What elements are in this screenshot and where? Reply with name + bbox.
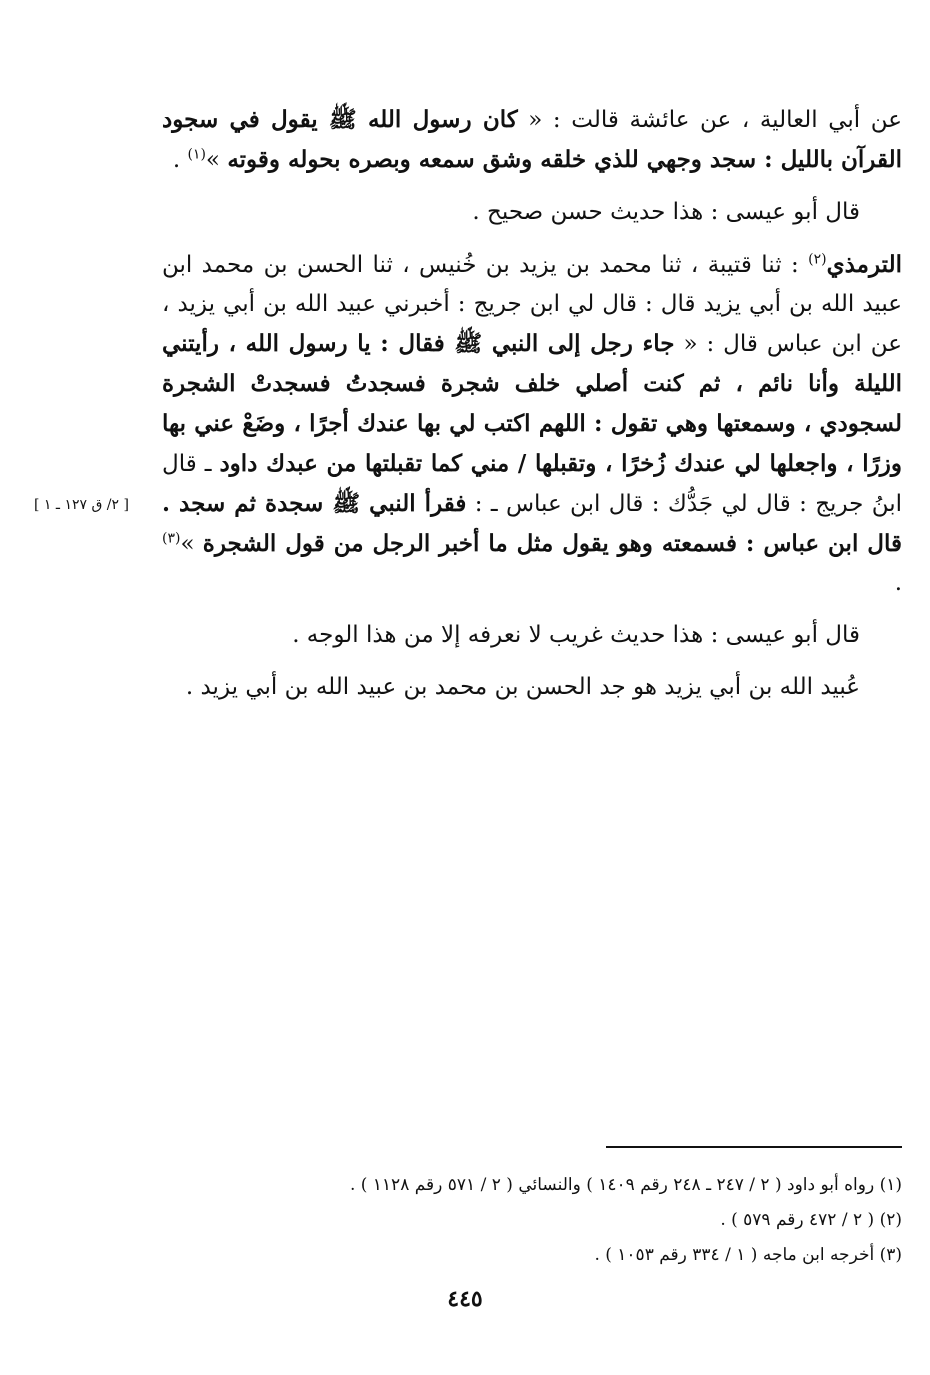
source-name: الترمذي [826,251,902,278]
paragraph-5: عُبيد الله بن أبي يزيد هو جد الحسن بن محمد بن عبيد الله بن أبي يزيد . [185,674,860,700]
main-text [162,100,902,707]
sentence-end: . [894,570,902,596]
footnotes [162,1168,902,1273]
quote-close: » [205,147,228,173]
paragraph-2: قال أبو عيسى : هذا حديث حسن صحيح . [472,199,860,225]
footnote-ref-1: (١) [187,146,206,163]
narration-aside: ـ قال ابنُ جريج : قال لي جَدُّك : قال ابن عباس ـ : [162,451,903,517]
narration-chain: عن أبي العالية ، عن عائشة قالت : « [517,107,902,133]
hadith-text: كان رسول الله ﷺ يقول في سجود القرآن بالليل : سجد وجهي للذي خلقه وشق سمعه وبصره بحوله وقوته [162,106,902,173]
footnote-3: (٣) أخرجه ابن ماجه ( ١ / ٣٣٤ رقم ١٠٥٣ ) . [594,1245,902,1265]
page-number: ٤٤٥ [447,1286,483,1312]
footnote-2: (٢) ( ٢ / ٤٧٢ رقم ٥٧٩ ) . [720,1210,902,1230]
footnote-divider [606,1146,902,1148]
paragraph-4: قال أبو عيسى : هذا حديث غريب لا نعرفه إلا من هذا الوجه . [292,622,860,648]
manuscript-folio-note: [ ٢/ ق ١٢٧ ـ ١ ] [34,497,129,513]
footnote-1: (١) رواه أبو داود ( ٢ / ٢٤٧ ـ ٢٤٨ رقم ١٤٠٩ ) والنسائي ( ٢ / ٥٧١ رقم ١١٢٨ ) . [349,1175,902,1195]
hadith-text-continued: فقرأ النبي ﷺ سجدة ثم سجد . قال ابن عباس : فسمعته وهو يقول مثل ما أخبر الرجل من قول الشجرة [162,490,902,557]
sentence-end: . [172,147,188,173]
quote-close: » [180,531,203,557]
narration-chain: : ثنا قتيبة ، ثنا محمد بن يزيد بن خُنيس ، ثنا الحسن بن محمد ابن عبيد الله بن أبي يزيد قال : قال لي ابن جريج : أخبرني عبيد الله بن أبي يزيد ، عن ابن عباس قال : « [162,252,902,357]
footnote-ref-2: (٢) [808,251,827,268]
footnote-ref-3: (٣) [162,530,181,547]
paragraph-3 [162,245,902,603]
paragraph-1 [162,100,902,180]
hadith-text: جاء رجل إلى النبي ﷺ فقال : يا رسول الله ، رأيتني الليلة وأنا نائم ، ثم كنت أصلي خلف شجرة فسجدتُ فسجدتْ الشجرة لسجودي ، وسمعتها وهي تقول : اللهم اكتب لي بها عندك أجرًا ، وضَعْ عني بها وزرًا ، واجعلها لي عندك زُخرًا ، وتقبلها / مني كما تقبلتها من عبدك داود [162,330,902,477]
